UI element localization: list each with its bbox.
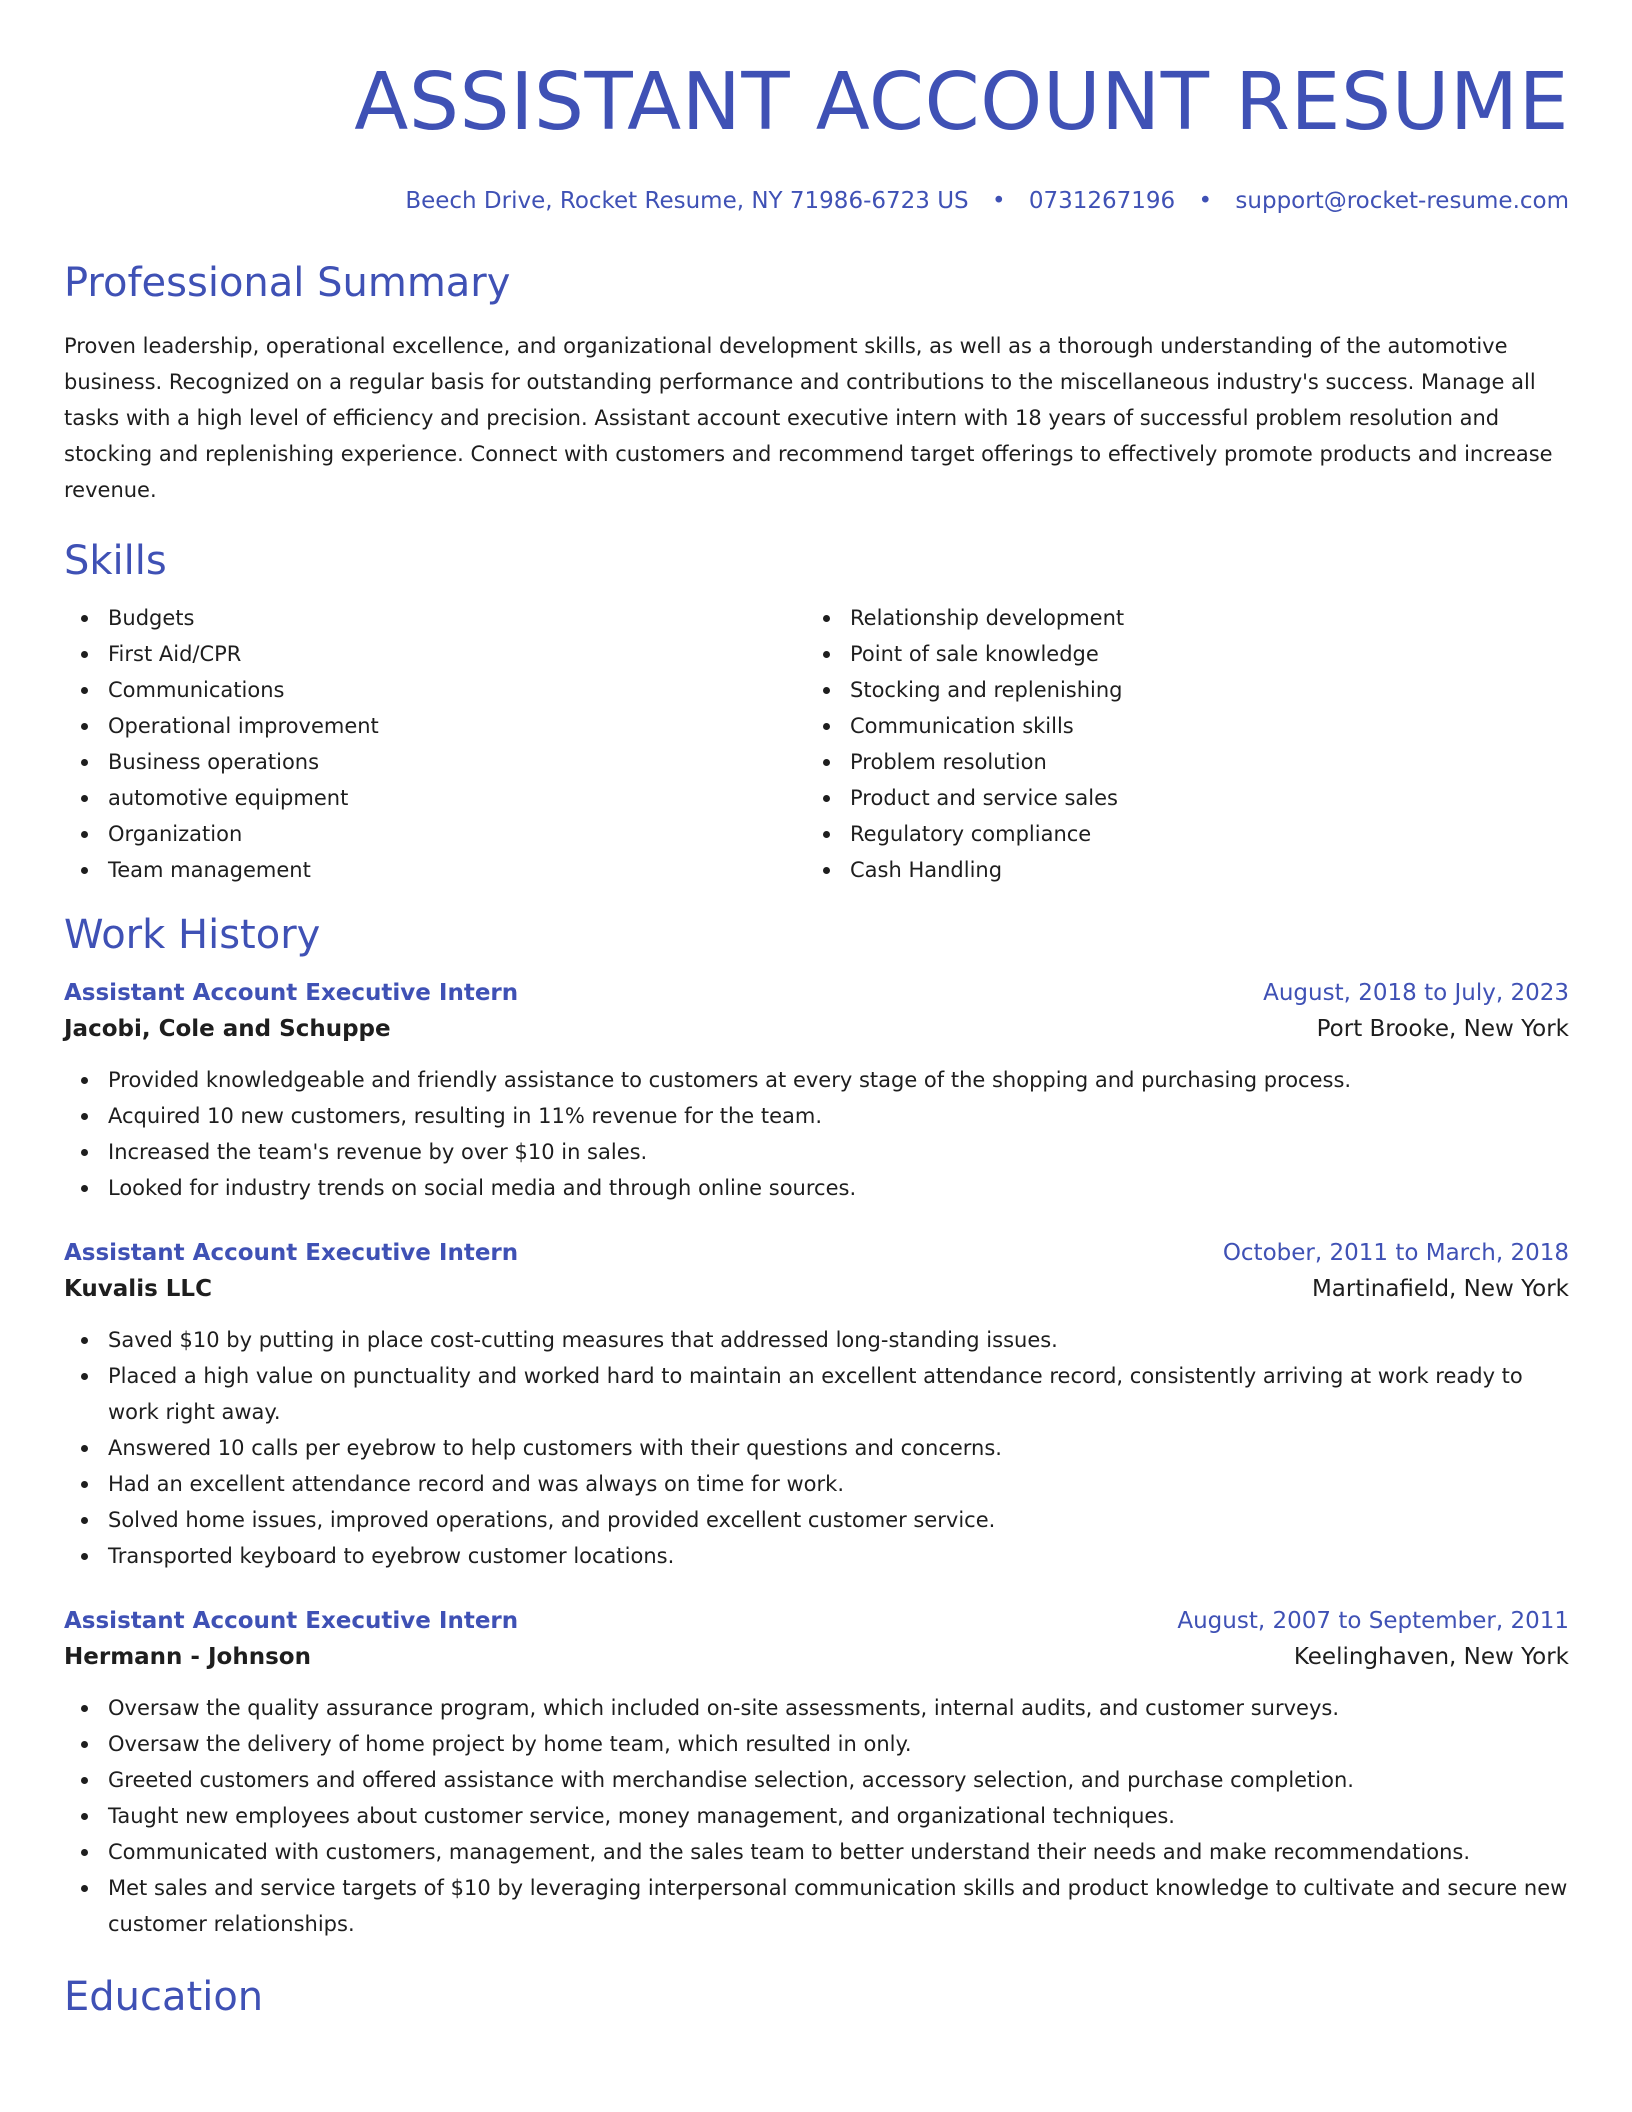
job-entry [64,976,1569,1206]
job-bullet: Met sales and service targets of $10 by leveraging interpersonal communication skills and product knowledge to cultivate and secure new customer relationships. [64,1870,1569,1942]
skill-item: Team management [64,852,806,888]
skills-columns [64,600,1569,888]
job-header-row [64,1236,1569,1270]
skills-section [64,536,1569,888]
contact-phone: 0731267196 [1028,188,1176,214]
job-bullet: Had an excellent attendance record and was always on time for work. [64,1466,1569,1502]
job-bullet: Acquired 10 new customers, resulting in 11% revenue for the team. [64,1098,1569,1134]
skill-item: Point of sale knowledge [806,636,1548,672]
job-company: Hermann - Johnson [64,1644,311,1670]
job-title: Assistant Account Executive Intern [64,1608,519,1634]
skill-item: Cash Handling [806,852,1548,888]
job-bullet: Communicated with customers, management, and the sales team to better understand their needs and make recommendations. [64,1834,1569,1870]
job-bullet: Saved $10 by putting in place cost-cutting measures that addressed long-standing issues. [64,1322,1569,1358]
job-bullets [64,1062,1569,1206]
skill-item: Operational improvement [64,708,806,744]
skill-item: Relationship development [806,600,1548,636]
contact-separator: • [1198,188,1213,214]
job-bullet: Increased the team's revenue by over $10 in sales. [64,1134,1569,1170]
contact-address: Beech Drive, Rocket Resume, NY 71986-6723 US [405,188,969,214]
education-section [64,1972,1569,2022]
job-bullet: Provided knowledgeable and friendly assistance to customers at every stage of the shopping and purchasing process. [64,1062,1569,1098]
skill-item: Regulatory compliance [806,816,1548,852]
job-header-row [64,976,1569,1010]
skill-item: Stocking and replenishing [806,672,1548,708]
job-dates: August, 2007 to September, 2011 [1177,1608,1569,1634]
job-bullet: Solved home issues, improved operations, and provided excellent customer service. [64,1502,1569,1538]
skill-item: Business operations [64,744,806,780]
skill-item: Problem resolution [806,744,1548,780]
job-title: Assistant Account Executive Intern [64,980,519,1006]
job-bullet: Looked for industry trends on social media and through online sources. [64,1170,1569,1206]
job-bullet: Oversaw the quality assurance program, which included on-site assessments, internal audits, and customer surveys. [64,1690,1569,1726]
skill-item: Communications [64,672,806,708]
job-dates: August, 2018 to July, 2023 [1263,980,1569,1006]
skills-list-right [806,600,1548,888]
job-company-row [64,1270,1569,1308]
summary-section [64,258,1569,508]
job-dates: October, 2011 to March, 2018 [1222,1240,1569,1266]
contact-line [64,186,1569,216]
skills-heading: Skills [64,538,167,584]
summary-text: Proven leadership, operational excellence, and organizational development skills, as well as a thorough understanding of the automotive business. Recognized on a regular basis for outstanding performance and contributions to the miscellaneous industry's success. Manage all tasks with a high level of efficiency and precision. Assistant account executive intern with 18 years of successful problem resolution and stocking and replenishing experience. Connect with customers and recommend target offerings to effectively promote products and increase revenue. [64,334,1553,502]
job-title: Assistant Account Executive Intern [64,1240,519,1266]
job-bullet: Oversaw the delivery of home project by home team, which resulted in only. [64,1726,1569,1762]
job-bullet: Placed a high value on punctuality and worked hard to maintain an excellent attendance record, consistently arriving at work ready to work right away. [64,1358,1569,1430]
work-history-section [64,910,1569,1942]
skill-item: First Aid/CPR [64,636,806,672]
skill-item: Product and service sales [806,780,1548,816]
job-bullets [64,1690,1569,1942]
job-entry [64,1604,1569,1942]
job-location: Keelinghaven, New York [1293,1644,1569,1670]
job-location: Martinafield, New York [1311,1276,1569,1302]
job-location: Port Brooke, New York [1316,1016,1569,1042]
job-company-row [64,1010,1569,1048]
contact-separator: • [991,188,1006,214]
skills-list-left [64,600,806,888]
skill-item: automotive equipment [64,780,806,816]
education-heading: Education [64,1974,264,2020]
job-bullets [64,1322,1569,1574]
summary-heading: Professional Summary [64,260,511,306]
job-bullet: Taught new employees about customer service, money management, and organizational techniques. [64,1798,1569,1834]
job-company-row [64,1638,1569,1676]
job-bullet: Answered 10 calls per eyebrow to help customers with their questions and concerns. [64,1430,1569,1466]
work-history-heading: Work History [64,912,321,958]
skill-item: Budgets [64,600,806,636]
job-company: Kuvalis LLC [64,1276,212,1302]
job-header-row [64,1604,1569,1638]
job-entry [64,1236,1569,1574]
job-bullet: Greeted customers and offered assistance with merchandise selection, accessory selection, and purchase completion. [64,1762,1569,1798]
job-bullet: Transported keyboard to eyebrow customer locations. [64,1538,1569,1574]
contact-email: support@rocket-resume.com [1235,188,1569,214]
skill-item: Organization [64,816,806,852]
job-company: Jacobi, Cole and Schuppe [64,1016,391,1042]
resume-name: ASSISTANT ACCOUNT RESUME [354,56,1569,148]
resume-header [64,0,1569,216]
skill-item: Communication skills [806,708,1548,744]
